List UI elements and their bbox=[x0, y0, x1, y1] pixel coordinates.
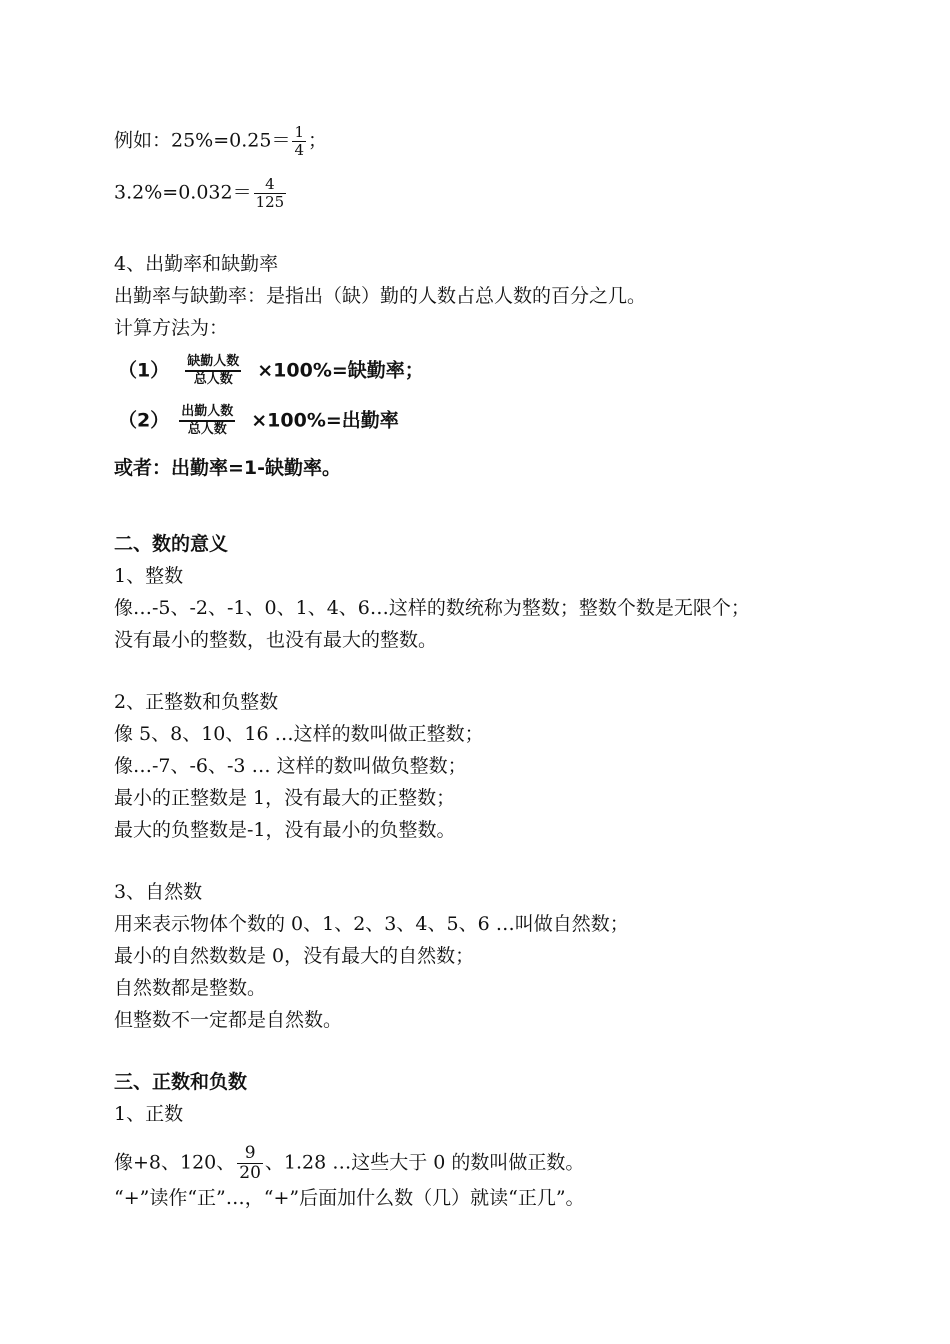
fraction-four-over-125: $\frac{4}{125}$ bbox=[255, 175, 285, 211]
pos-neg-line-2: 像…-7、-6、-3 … 这样的数叫做负整数； bbox=[114, 755, 467, 777]
formula-absence-rate: （1） $\frac{\text{缺勤人数}}{\text{总人数}}$ ×100%=缺勤率； bbox=[118, 354, 424, 387]
natural-line-2: 最小的自然数数是 0，没有最大的自然数； bbox=[114, 945, 475, 967]
pos-neg-line-3: 最小的正整数是 1，没有最大的正整数； bbox=[114, 787, 456, 809]
pos-neg-line-1: 像 5、8、10、16 …这样的数叫做正整数； bbox=[114, 723, 484, 745]
attendance-definition: 出勤率与缺勤率：是指出（缺）勤的人数占总人数的百分之几。 bbox=[114, 285, 647, 307]
attendance-alternative: 或者：出勤率=1-缺勤率。 bbox=[114, 457, 342, 479]
formula-attendance-rate: （2） $\frac{\text{出勤人数}}{\text{总人数}}$ ×100%=出勤率 bbox=[118, 404, 399, 437]
fraction-one-quarter: $\frac{1}{4}$ bbox=[294, 123, 305, 159]
example-line-1: 例如：25%=0.25＝ $\frac{1}{4}$ ； bbox=[114, 123, 328, 159]
pos-neg-line-4: 最大的负整数是-1，没有最小的负整数。 bbox=[114, 819, 456, 841]
integers-line-1: 像…-5、-2、-1、0、1、4、6…这样的数统称为整数；整数个数是无限个； bbox=[114, 597, 750, 619]
fraction-present-over-total: $\frac{\text{出勤人数}}{\text{总人数}}$ bbox=[181, 404, 234, 437]
integers-heading: 1、整数 bbox=[114, 565, 184, 587]
calculation-method: 计算方法为： bbox=[114, 317, 229, 339]
example-line-2: 3.2%=0.032＝ $\frac{4}{125}$ bbox=[114, 175, 285, 211]
fraction-nine-twentieths: $\frac{9}{20}$ bbox=[239, 1143, 261, 1183]
natural-heading: 3、自然数 bbox=[114, 881, 203, 903]
positive-example: 像+8、120、 $\frac{9}{20}$ 、1.28 …这些大于 0 的数叫做正数。 bbox=[114, 1143, 585, 1183]
pos-neg-heading: 2、正整数和负整数 bbox=[114, 691, 279, 713]
natural-line-4: 但整数不一定都是自然数。 bbox=[114, 1009, 343, 1031]
positive-heading: 1、正数 bbox=[114, 1103, 184, 1125]
natural-line-1: 用来表示物体个数的 0、1、2、3、4、5、6 …叫做自然数； bbox=[114, 913, 629, 935]
section-2-title: 二、数的意义 bbox=[114, 533, 229, 555]
natural-line-3: 自然数都是整数。 bbox=[114, 977, 267, 999]
integers-line-2: 没有最小的整数，也没有最大的整数。 bbox=[114, 629, 438, 651]
fraction-absent-over-total: $\frac{\text{缺勤人数}}{\text{总人数}}$ bbox=[187, 354, 240, 387]
section-3-title: 三、正数和负数 bbox=[114, 1071, 248, 1093]
attendance-heading: 4、出勤率和缺勤率 bbox=[114, 253, 279, 275]
positive-reading: “+”读作“正”…，“+”后面加什么数（几）就读“正几”。 bbox=[114, 1187, 585, 1209]
